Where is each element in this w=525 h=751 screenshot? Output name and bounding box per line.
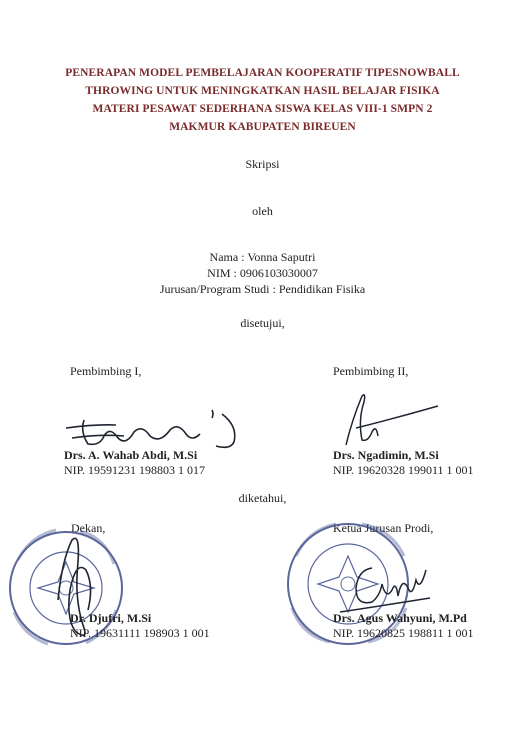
advisor1-nip: NIP. 19591231 198803 1 017 [64,463,206,477]
dean-role: Dekan, [71,521,106,535]
head-nip: NIP. 19620825 198811 1 001 [333,626,474,640]
advisor2-role: Pembimbing II, [333,364,409,378]
title-line-3: MATERI PESAWAT SEDERHANA SISWA KELAS VIII-1 SMPN 2 [92,103,433,115]
student-nim: NIM : 0906103030007 [207,266,318,280]
approved-label: disetujui, [240,316,285,330]
student-name: Nama : Vonna Saputri [209,250,316,264]
by-label: oleh [252,204,273,218]
advisor2-name: Drs. Ngadimin, M.Si [333,448,439,462]
advisor1-role: Pembimbing I, [70,364,142,378]
advisor1-name: Drs. A. Wahab Abdi, M.Si [64,448,198,462]
acknowledged-label: diketahui, [238,491,287,505]
head-signature [340,568,430,612]
head-name: Drs. Agus Wahyuni, M.Pd [333,611,467,625]
title-line-4: MAKMUR KABUPATEN BIREUEN [169,121,356,133]
advisor2-nip: NIP. 19620328 199011 1 001 [333,463,474,477]
dean-name: Dr. Djufri, M.Si [70,611,152,625]
head-role: Ketua Jurusan Prodi, [333,521,434,535]
title-line-1: PENERAPAN MODEL PEMBELAJARAN KOOPERATIF TIPESNOWBALL [65,67,460,79]
advisor1-signature [66,410,235,447]
advisor2-signature [346,395,438,445]
dean-nip: NIP. 19631111 198903 1 001 [70,626,210,640]
document-type: Skripsi [245,157,280,171]
student-program: Jurusan/Program Studi : Pendidikan Fisika [159,282,366,296]
title-line-2: THROWING UNTUK MENINGKATKAN HASIL BELAJAR FISIKA [85,85,440,97]
